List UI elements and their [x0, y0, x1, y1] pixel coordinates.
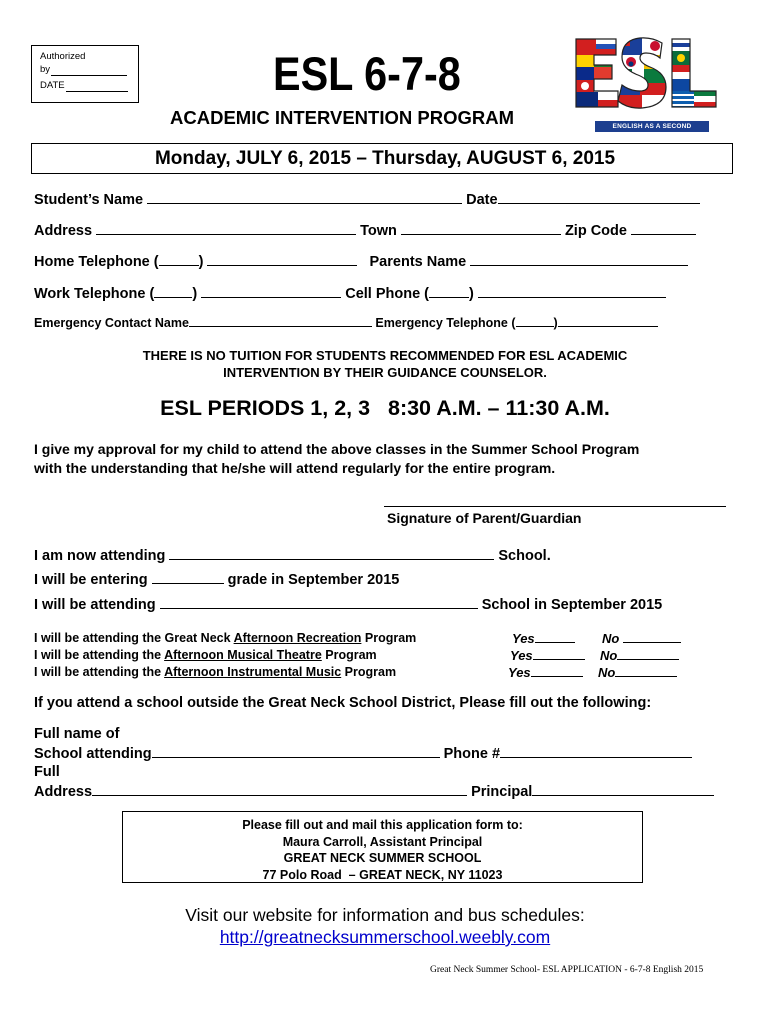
program-prefix: I will be attending the: [34, 665, 165, 679]
no-label: No: [600, 648, 618, 663]
town-field[interactable]: [401, 222, 561, 235]
school-attending-row: [34, 745, 692, 762]
principal-label: Principal: [471, 784, 533, 800]
will-attend-label: I will be attending: [34, 597, 156, 613]
emergency-contact-label: Emergency Contact Name: [34, 316, 189, 330]
no-field[interactable]: [623, 632, 681, 643]
full-label: Full: [34, 764, 60, 780]
address-label: Address: [34, 223, 93, 239]
emergency-close-paren: ): [553, 316, 558, 330]
authorized-by-field[interactable]: [51, 65, 127, 76]
now-attending-field[interactable]: [169, 547, 494, 560]
program-yes-option[interactable]: [508, 665, 583, 680]
program-no-option[interactable]: [600, 648, 679, 663]
work-telephone-row: [34, 285, 666, 302]
full-name-of-label: Full name of: [34, 726, 120, 742]
student-name-field[interactable]: [147, 191, 462, 204]
full-address-label: Address: [34, 784, 93, 800]
will-attend-field[interactable]: [160, 596, 478, 609]
emergency-area-code-field[interactable]: [516, 316, 554, 327]
parents-name-label: Parents Name: [369, 254, 467, 270]
program-suffix: Program: [361, 631, 417, 645]
entering-grade-label: grade in September 2015: [227, 572, 400, 588]
school-attending-field[interactable]: [152, 745, 440, 758]
program-no-option[interactable]: [598, 665, 677, 680]
no-field[interactable]: [617, 649, 679, 660]
page-title: ESL 6-7-8: [273, 47, 461, 100]
work-area-code-field[interactable]: [154, 285, 192, 298]
work-telephone-label: Work Telephone (: [34, 286, 155, 302]
address-field[interactable]: [96, 222, 356, 235]
authorization-box: [31, 45, 139, 103]
yes-label: Yes: [512, 631, 535, 646]
home-telephone-label: Home Telephone (: [34, 254, 159, 270]
cell-phone-field[interactable]: [478, 285, 666, 298]
yes-label: Yes: [508, 665, 531, 680]
yes-field[interactable]: [533, 649, 585, 660]
cell-phone-label: Cell Phone (: [345, 286, 430, 302]
cell-area-code-field[interactable]: [429, 285, 469, 298]
phone-field[interactable]: [500, 745, 692, 758]
esl-flags-logo: [572, 33, 720, 133]
emergency-telephone-label: Emergency Telephone (: [375, 316, 516, 330]
approval-line-2: with the understanding that he/she will attend regularly for the entire program.: [34, 460, 556, 476]
website-link[interactable]: http://greatnecksummerschool.weebly.com: [219, 927, 551, 947]
entering-grade-field[interactable]: [152, 571, 224, 584]
now-attending-row: [34, 547, 551, 564]
footer-text: Great Neck Summer School- ESL APPLICATION - 6-7-8 English 2015: [430, 965, 704, 975]
zip-label: Zip Code: [564, 223, 627, 239]
logo-caption: ENGLISH AS A SECOND LANGUAGE: [595, 121, 709, 132]
notice-line-1: THERE IS NO TUITION FOR STUDENTS RECOMMENDED FOR ESL ACADEMIC: [142, 348, 628, 363]
authorized-date-field[interactable]: [66, 81, 128, 92]
emergency-row: [34, 316, 658, 330]
entering-label: I will be entering: [34, 572, 148, 588]
student-name-row: [34, 191, 700, 208]
emergency-telephone-field[interactable]: [558, 316, 658, 327]
parents-name-field[interactable]: [470, 253, 688, 266]
program-name: Afternoon Recreation: [233, 631, 362, 645]
zip-field[interactable]: [631, 222, 696, 235]
logo-text: ESL: [646, 93, 648, 94]
yes-field[interactable]: [535, 632, 575, 643]
approval-line-1: I give my approval for my child to attend the above classes in the Summer School Program: [34, 441, 640, 457]
home-area-code-field[interactable]: [159, 253, 199, 266]
signature-label: Signature of Parent/Guardian: [387, 510, 582, 526]
program-yes-option[interactable]: [512, 631, 575, 646]
yes-label: Yes: [510, 648, 533, 663]
school-attending-label: School attending: [34, 746, 152, 762]
mailing-instructions-box: [122, 811, 643, 883]
no-field[interactable]: [615, 666, 677, 677]
notice-line-2: INTERVENTION BY THEIR GUIDANCE COUNSELOR.: [223, 365, 547, 380]
program-row: [34, 648, 377, 662]
date-field[interactable]: [498, 191, 700, 204]
full-address-row: [34, 783, 714, 800]
program-prefix: I will be attending the Great Neck: [34, 631, 234, 645]
now-attending-label: I am now attending: [34, 548, 166, 564]
mail-line-1: Please fill out and mail this application form to:: [242, 818, 523, 832]
now-attending-school-label: School.: [498, 548, 551, 564]
approval-statement: [34, 440, 734, 478]
home-telephone-field[interactable]: [207, 253, 357, 266]
website-visit-text: Visit our website for information and bus schedules:: [185, 905, 585, 925]
home-tel-close-paren: ): [198, 254, 204, 270]
authorized-by-label: by: [40, 64, 51, 75]
esl-periods: ESL PERIODS 1, 2, 3 8:30 A.M. – 11:30 A.M.: [160, 396, 610, 420]
program-suffix: Program: [341, 665, 397, 679]
date-label: Date: [466, 192, 498, 208]
program-name: Afternoon Instrumental Music: [164, 665, 342, 679]
program-yes-option[interactable]: [510, 648, 585, 663]
address-row: [34, 222, 696, 239]
date-range: Monday, JULY 6, 2015 – Thursday, AUGUST 6, 2015: [154, 148, 616, 169]
student-name-label: Student’s Name: [34, 192, 144, 208]
program-row: [34, 631, 416, 645]
home-telephone-row: [34, 253, 688, 270]
mail-line-4: 77 Polo Road – GREAT NECK, NY 11023: [262, 867, 503, 882]
will-attend-row: [34, 596, 662, 613]
full-address-field[interactable]: [92, 783, 467, 796]
will-attend-school-label: School in September 2015: [481, 597, 663, 613]
work-telephone-field[interactable]: [201, 285, 341, 298]
tuition-notice: [0, 347, 770, 381]
principal-field[interactable]: [532, 783, 714, 796]
program-row: [34, 665, 396, 679]
entering-grade-row: [34, 571, 399, 588]
work-tel-close-paren: ): [192, 286, 198, 302]
no-label: No: [598, 665, 616, 680]
yes-field[interactable]: [531, 666, 583, 677]
authorized-label: Authorized: [40, 51, 86, 62]
authorized-date-label: DATE: [40, 80, 65, 91]
program-name: Afternoon Musical Theatre: [164, 648, 322, 662]
mail-line-2: Maura Carroll, Assistant Principal: [282, 834, 483, 849]
outside-district-heading: If you attend a school outside the Great Neck School District, Please fill out the following:: [34, 695, 652, 711]
page-subtitle: ACADEMIC INTERVENTION PROGRAM: [170, 107, 514, 128]
signature-field[interactable]: [384, 506, 726, 507]
no-label: No: [602, 631, 620, 646]
emergency-contact-field[interactable]: [189, 316, 372, 327]
town-label: Town: [360, 223, 397, 239]
mail-line-3: GREAT NECK SUMMER SCHOOL: [283, 851, 482, 865]
phone-label: Phone #: [443, 746, 501, 762]
program-prefix: I will be attending the: [34, 648, 165, 662]
program-suffix: Program: [321, 648, 377, 662]
cell-close-paren: ): [469, 286, 474, 302]
program-no-option[interactable]: [602, 631, 681, 646]
